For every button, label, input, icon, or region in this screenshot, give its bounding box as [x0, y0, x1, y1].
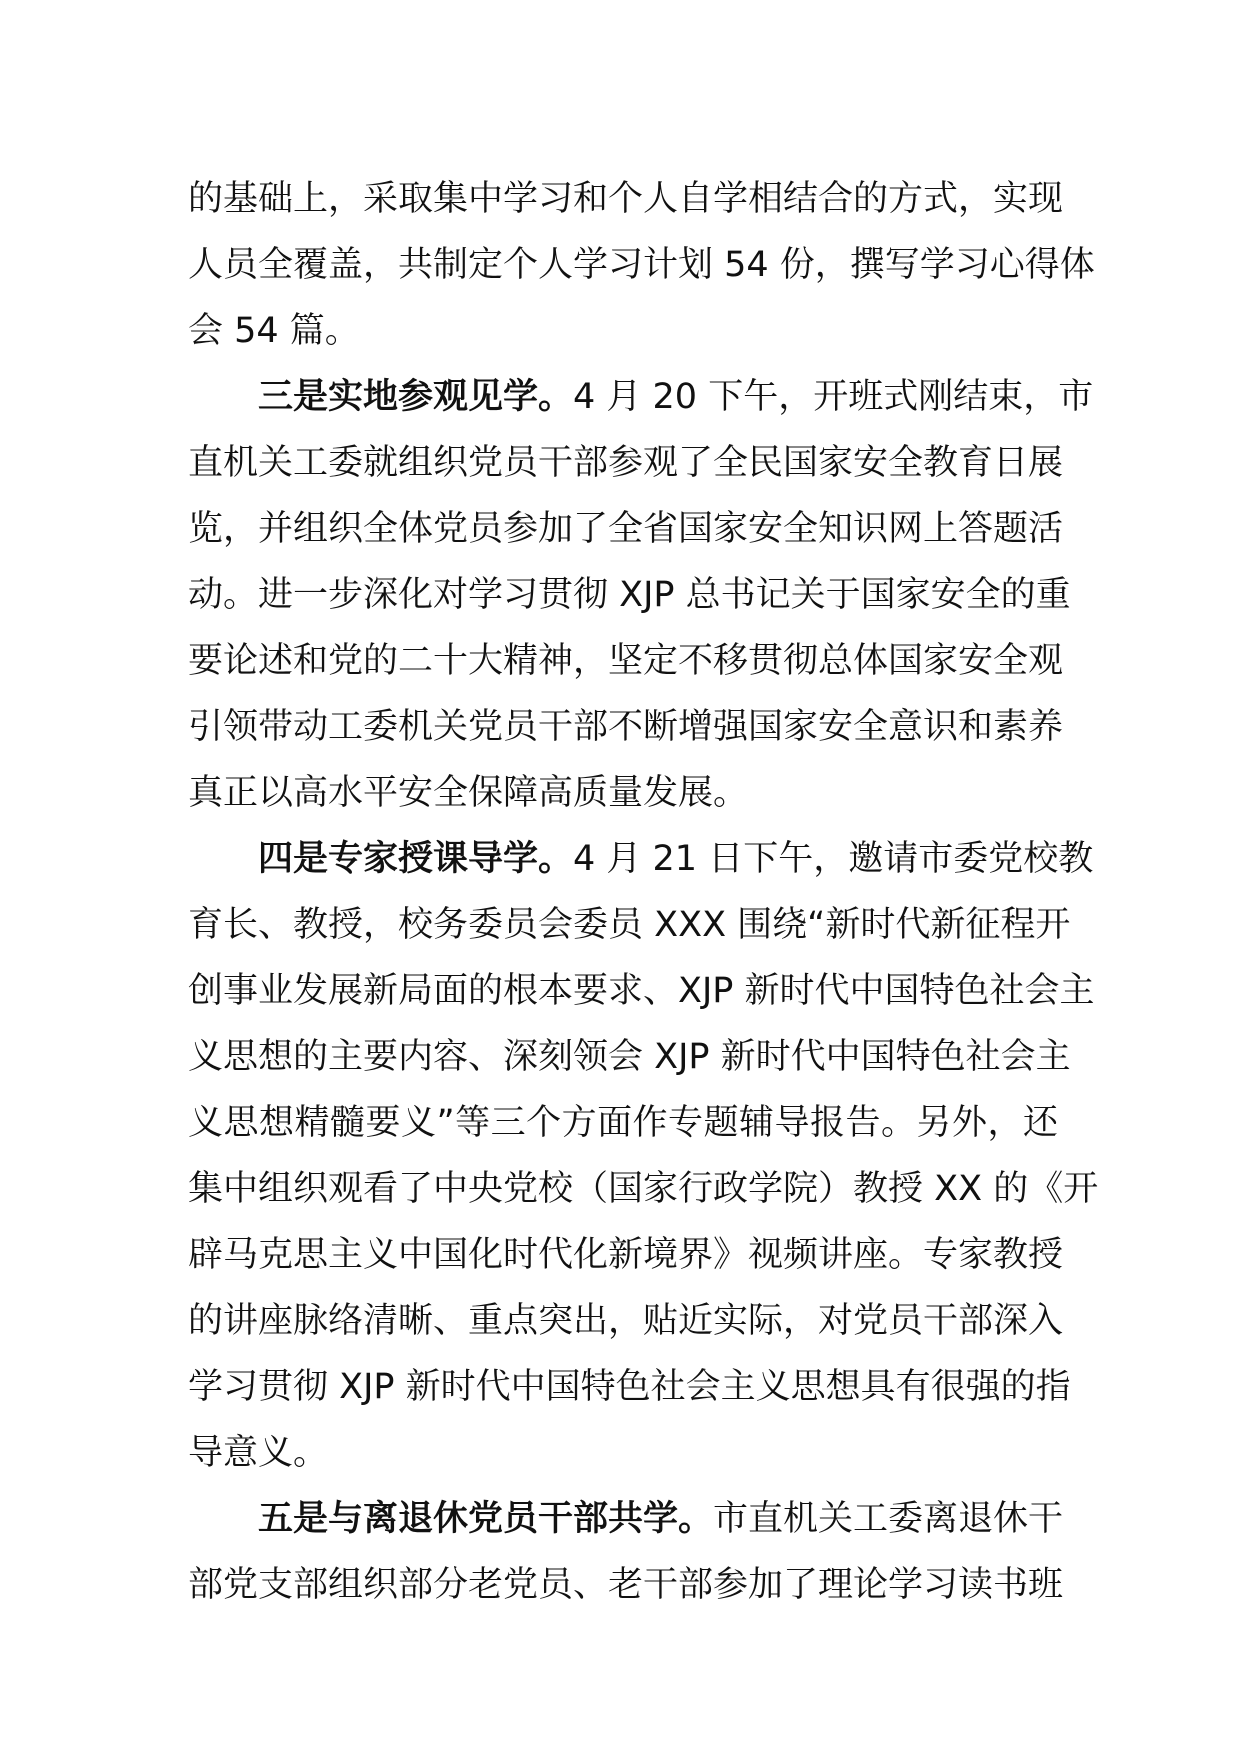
text-run: 4 月 21 日下午，邀请市委党校教	[573, 839, 1094, 879]
text-line: 会 54 篇。	[188, 311, 360, 351]
paragraph-heading: 三是实地参观见学。	[258, 377, 574, 417]
text-line: 育长、教授，校务委员会委员 XXX 围绕“新时代新征程开	[188, 905, 1071, 945]
paragraph-first-line	[188, 364, 1094, 430]
text-line: 要论述和党的二十大精神，坚定不移贯彻总体国家安全观	[188, 641, 1064, 681]
text-line: 义思想精髓要义”等三个方面作专题辅导报告。另外，还	[188, 1103, 1058, 1143]
text-line: 动。进一步深化对学习贯彻 XJP 总书记关于国家安全的重	[188, 575, 1071, 615]
text-line: 引领带动工委机关党员干部不断增强国家安全意识和素养	[188, 707, 1064, 747]
paragraph-heading: 五是与离退休党员干部共学。	[258, 1499, 714, 1539]
text-line: 览，并组织全体党员参加了全省国家安全知识网上答题活	[188, 509, 1064, 549]
text-line: 人员全覆盖，共制定个人学习计划 54 份，撰写学习心得体	[188, 245, 1095, 285]
text-line: 导意义。	[188, 1433, 329, 1473]
text-line: 直机关工委就组织党员干部参观了全民国家安全教育日展	[188, 443, 1064, 483]
text-run: 市直机关工委离退休干	[713, 1499, 1064, 1539]
text-line: 义思想的主要内容、深刻领会 XJP 新时代中国特色社会主	[188, 1037, 1071, 1077]
text-run: 4 月 20 下午，开班式刚结束，市	[573, 377, 1094, 417]
paragraph	[188, 826, 1099, 1486]
paragraph	[188, 166, 1095, 364]
paragraph-first-line	[188, 826, 1094, 892]
text-line: 学习贯彻 XJP 新时代中国特色社会主义思想具有很强的指	[188, 1367, 1071, 1407]
text-line: 创事业发展新局面的根本要求、XJP 新时代中国特色社会主	[188, 971, 1095, 1011]
paragraph-first-line	[188, 1486, 1064, 1552]
paragraph-heading: 四是专家授课导学。	[258, 839, 574, 879]
paragraph	[188, 364, 1094, 826]
paragraph	[188, 1486, 1064, 1618]
text-line: 的基础上，采取集中学习和个人自学相结合的方式，实现	[188, 179, 1064, 219]
text-line: 的讲座脉络清晰、重点突出，贴近实际，对党员干部深入	[188, 1301, 1064, 1341]
document-body	[188, 166, 1099, 1618]
text-line: 真正以高水平安全保障高质量发展。	[188, 773, 749, 813]
text-line: 部党支部组织部分老党员、老干部参加了理论学习读书班	[188, 1565, 1064, 1605]
text-line: 辟马克思主义中国化时代化新境界》视频讲座。专家教授	[188, 1235, 1064, 1275]
text-line: 集中组织观看了中央党校（国家行政学院）教授 XX 的《开	[188, 1169, 1099, 1209]
